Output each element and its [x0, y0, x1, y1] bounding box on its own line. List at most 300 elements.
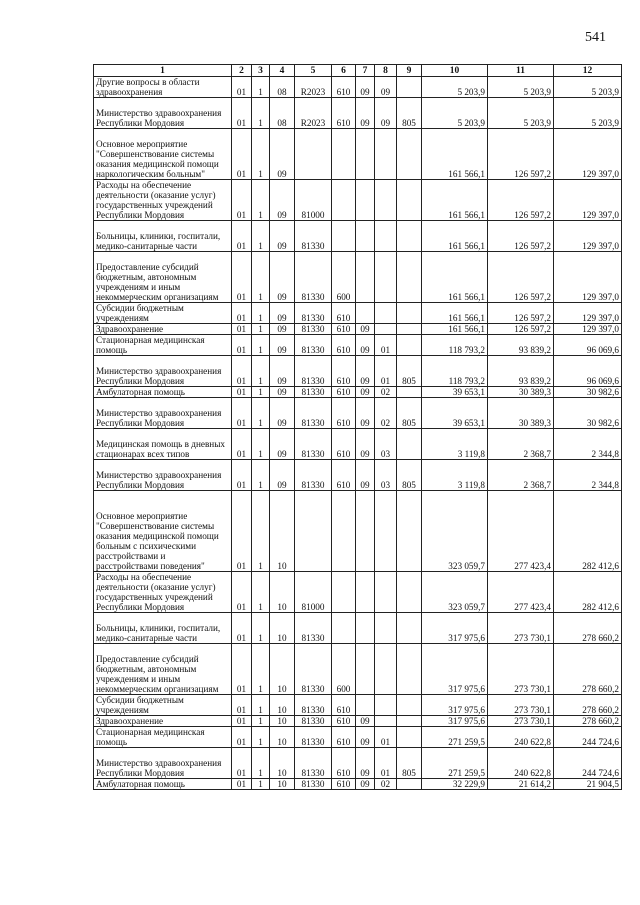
code-cell: 01 [232, 77, 252, 98]
code-cell: 610 [332, 398, 356, 429]
row-description: Стационарная медицинская помощь [94, 335, 232, 356]
column-header: 11 [488, 65, 554, 77]
table-row [94, 460, 622, 491]
budget-table [93, 64, 622, 790]
code-cell: 610 [332, 387, 356, 398]
table-row [94, 398, 622, 429]
code-cell: 1 [252, 180, 270, 221]
amount-cell: 2 368,7 [488, 460, 554, 491]
code-cell: 1 [252, 695, 270, 716]
code-cell: 09 [356, 77, 375, 98]
code-cell: 01 [375, 748, 397, 779]
code-cell: 09 [356, 429, 375, 460]
code-cell: 01 [232, 491, 252, 572]
code-cell: 1 [252, 356, 270, 387]
code-cell: 01 [232, 98, 252, 129]
code-cell: 09 [375, 77, 397, 98]
amount-cell: 39 653,1 [422, 387, 488, 398]
code-cell: 610 [332, 748, 356, 779]
column-header: 6 [332, 65, 356, 77]
table-row [94, 129, 622, 180]
code-cell: 81330 [295, 356, 332, 387]
column-header: 9 [397, 65, 422, 77]
amount-cell: 21 904,5 [554, 779, 622, 790]
code-cell: 81330 [295, 460, 332, 491]
code-cell [375, 572, 397, 613]
amount-cell: 161 566,1 [422, 252, 488, 303]
code-cell: 81000 [295, 572, 332, 613]
code-cell [397, 335, 422, 356]
amount-cell: 30 982,6 [554, 398, 622, 429]
code-cell: 1 [252, 398, 270, 429]
code-cell: 1 [252, 77, 270, 98]
amount-cell: 278 660,2 [554, 644, 622, 695]
code-cell: 10 [270, 572, 295, 613]
amount-cell: 5 203,9 [554, 98, 622, 129]
code-cell: 01 [232, 572, 252, 613]
amount-cell: 273 730,1 [488, 695, 554, 716]
amount-cell: 5 203,9 [554, 77, 622, 98]
code-cell [375, 221, 397, 252]
code-cell [397, 644, 422, 695]
column-header: 4 [270, 65, 295, 77]
amount-cell: 273 730,1 [488, 613, 554, 644]
row-description: Министерство здравоохранения Республики Мордовия [94, 398, 232, 429]
amount-cell: 2 344,8 [554, 429, 622, 460]
code-cell: 01 [232, 716, 252, 727]
code-cell: 09 [375, 98, 397, 129]
code-cell [397, 491, 422, 572]
code-cell: 09 [356, 98, 375, 129]
code-cell [332, 613, 356, 644]
code-cell [356, 221, 375, 252]
amount-cell: 126 597,2 [488, 303, 554, 324]
code-cell: 1 [252, 779, 270, 790]
amount-cell: 161 566,1 [422, 324, 488, 335]
code-cell: 09 [356, 335, 375, 356]
code-cell: 805 [397, 98, 422, 129]
table-row [94, 779, 622, 790]
code-cell [375, 129, 397, 180]
code-cell [356, 572, 375, 613]
code-cell [375, 491, 397, 572]
code-cell: 09 [270, 252, 295, 303]
code-cell: 03 [375, 429, 397, 460]
column-header: 10 [422, 65, 488, 77]
page-number: 541 [585, 30, 606, 45]
amount-cell: 240 622,8 [488, 748, 554, 779]
code-cell [356, 252, 375, 303]
code-cell: 01 [232, 613, 252, 644]
code-cell: 81330 [295, 644, 332, 695]
code-cell [375, 613, 397, 644]
amount-cell: 5 203,9 [488, 98, 554, 129]
code-cell: 1 [252, 644, 270, 695]
code-cell: 610 [332, 695, 356, 716]
code-cell: R2023 [295, 98, 332, 129]
code-cell: 1 [252, 572, 270, 613]
code-cell: 610 [332, 716, 356, 727]
column-header: 5 [295, 65, 332, 77]
code-cell: 01 [232, 303, 252, 324]
code-cell: 01 [232, 221, 252, 252]
code-cell: 08 [270, 77, 295, 98]
amount-cell: 129 397,0 [554, 252, 622, 303]
code-cell [397, 324, 422, 335]
amount-cell: 126 597,2 [488, 252, 554, 303]
row-description: Больницы, клиники, госпитали, медико-санитарные части [94, 613, 232, 644]
code-cell: 81330 [295, 221, 332, 252]
code-cell: 1 [252, 129, 270, 180]
amount-cell: 129 397,0 [554, 324, 622, 335]
code-cell: 610 [332, 77, 356, 98]
code-cell: 09 [356, 356, 375, 387]
amount-cell: 5 203,9 [422, 77, 488, 98]
code-cell: 01 [232, 398, 252, 429]
amount-cell: 282 412,6 [554, 491, 622, 572]
code-cell: 10 [270, 695, 295, 716]
code-cell: 09 [270, 387, 295, 398]
row-description: Предоставление субсидий бюджетным, автономным учреждениям и иным некоммерческим организациям [94, 644, 232, 695]
amount-cell: 2 368,7 [488, 429, 554, 460]
code-cell [397, 129, 422, 180]
amount-cell: 21 614,2 [488, 779, 554, 790]
code-cell: 09 [356, 727, 375, 748]
code-cell [375, 695, 397, 716]
code-cell: 610 [332, 727, 356, 748]
code-cell [356, 180, 375, 221]
row-description: Основное мероприятие "Совершенствование системы оказания медицинской помощи больным с психическими расстройствами и расстройствами поведения" [94, 491, 232, 572]
code-cell: 81330 [295, 779, 332, 790]
code-cell [332, 572, 356, 613]
code-cell: 01 [375, 335, 397, 356]
code-cell: 09 [270, 180, 295, 221]
code-cell: 09 [270, 460, 295, 491]
table-row [94, 98, 622, 129]
code-cell: 81330 [295, 613, 332, 644]
table-row [94, 716, 622, 727]
code-cell: 01 [232, 779, 252, 790]
code-cell: 10 [270, 613, 295, 644]
code-cell: 01 [232, 252, 252, 303]
code-cell: 09 [356, 748, 375, 779]
amount-cell: 271 259,5 [422, 727, 488, 748]
code-cell: 01 [375, 727, 397, 748]
row-description: Расходы на обеспечение деятельности (оказание услуг) государственных учреждений Республики Мордовия [94, 180, 232, 221]
code-cell: 610 [332, 356, 356, 387]
code-cell: 10 [270, 644, 295, 695]
table-row [94, 77, 622, 98]
code-cell [397, 779, 422, 790]
amount-cell: 3 119,8 [422, 460, 488, 491]
row-description: Министерство здравоохранения Республики Мордовия [94, 356, 232, 387]
code-cell: 1 [252, 460, 270, 491]
table-row [94, 613, 622, 644]
code-cell: 01 [232, 324, 252, 335]
amount-cell: 129 397,0 [554, 221, 622, 252]
code-cell: 1 [252, 748, 270, 779]
code-cell: 81330 [295, 324, 332, 335]
amount-cell: 161 566,1 [422, 303, 488, 324]
code-cell: 1 [252, 335, 270, 356]
table-row [94, 387, 622, 398]
amount-cell: 96 069,6 [554, 356, 622, 387]
code-cell [397, 387, 422, 398]
amount-cell: 323 059,7 [422, 572, 488, 613]
code-cell [397, 180, 422, 221]
code-cell: 10 [270, 727, 295, 748]
code-cell: 08 [270, 98, 295, 129]
table-body [94, 77, 622, 790]
amount-cell: 2 344,8 [554, 460, 622, 491]
amount-cell: 129 397,0 [554, 180, 622, 221]
amount-cell: 118 793,2 [422, 356, 488, 387]
code-cell: 09 [270, 129, 295, 180]
code-cell [397, 716, 422, 727]
table-row [94, 695, 622, 716]
code-cell: 01 [232, 180, 252, 221]
amount-cell: 93 839,2 [488, 335, 554, 356]
amount-cell: 129 397,0 [554, 303, 622, 324]
code-cell [356, 644, 375, 695]
table-row [94, 303, 622, 324]
code-cell [397, 221, 422, 252]
amount-cell: 277 423,4 [488, 572, 554, 613]
column-header: 8 [375, 65, 397, 77]
code-cell: 09 [356, 779, 375, 790]
amount-cell: 30 389,3 [488, 387, 554, 398]
code-cell: 10 [270, 716, 295, 727]
row-description: Медицинская помощь в дневных стационарах всех типов [94, 429, 232, 460]
code-cell [397, 252, 422, 303]
code-cell: 09 [270, 303, 295, 324]
table-row [94, 324, 622, 335]
column-header: 2 [232, 65, 252, 77]
row-description: Субсидии бюджетным учреждениям [94, 695, 232, 716]
code-cell: 81330 [295, 695, 332, 716]
table-row [94, 356, 622, 387]
code-cell: 600 [332, 644, 356, 695]
amount-cell: 271 259,5 [422, 748, 488, 779]
code-cell: 10 [270, 748, 295, 779]
code-cell: 01 [232, 748, 252, 779]
amount-cell: 93 839,2 [488, 356, 554, 387]
code-cell: 09 [270, 429, 295, 460]
code-cell: 81330 [295, 252, 332, 303]
code-cell: 09 [270, 335, 295, 356]
code-cell [375, 324, 397, 335]
code-cell [375, 180, 397, 221]
code-cell: 09 [356, 716, 375, 727]
code-cell [375, 252, 397, 303]
code-cell [356, 303, 375, 324]
table-row [94, 491, 622, 572]
code-cell: 09 [356, 387, 375, 398]
amount-cell: 244 724,6 [554, 727, 622, 748]
amount-cell: 161 566,1 [422, 129, 488, 180]
amount-cell: 273 730,1 [488, 716, 554, 727]
code-cell: 610 [332, 779, 356, 790]
code-cell: 610 [332, 303, 356, 324]
row-description: Здравоохранение [94, 716, 232, 727]
table-row [94, 221, 622, 252]
code-cell [332, 221, 356, 252]
row-description: Расходы на обеспечение деятельности (оказание услуг) государственных учреждений Республики Мордовия [94, 572, 232, 613]
code-cell: 01 [232, 727, 252, 748]
code-cell: 81330 [295, 727, 332, 748]
amount-cell: 39 653,1 [422, 398, 488, 429]
amount-cell: 317 975,6 [422, 613, 488, 644]
code-cell: 01 [232, 695, 252, 716]
code-cell [356, 695, 375, 716]
code-cell: 1 [252, 324, 270, 335]
table-header-row [94, 65, 622, 77]
code-cell: 1 [252, 491, 270, 572]
amount-cell: 282 412,6 [554, 572, 622, 613]
code-cell: 09 [270, 398, 295, 429]
amount-cell: 323 059,7 [422, 491, 488, 572]
code-cell [332, 180, 356, 221]
code-cell [332, 129, 356, 180]
amount-cell: 30 389,3 [488, 398, 554, 429]
code-cell: 81330 [295, 716, 332, 727]
code-cell: 09 [270, 356, 295, 387]
amount-cell: 278 660,2 [554, 716, 622, 727]
code-cell: 81330 [295, 748, 332, 779]
row-description: Министерство здравоохранения Республики Мордовия [94, 98, 232, 129]
code-cell [356, 129, 375, 180]
amount-cell: 317 975,6 [422, 716, 488, 727]
code-cell [356, 613, 375, 644]
row-description: Амбулаторная помощь [94, 779, 232, 790]
code-cell: 805 [397, 356, 422, 387]
code-cell: 1 [252, 303, 270, 324]
code-cell: 610 [332, 98, 356, 129]
code-cell [332, 491, 356, 572]
code-cell: 01 [232, 335, 252, 356]
amount-cell: 240 622,8 [488, 727, 554, 748]
amount-cell: 126 597,2 [488, 221, 554, 252]
code-cell [397, 727, 422, 748]
code-cell [375, 716, 397, 727]
code-cell: 805 [397, 398, 422, 429]
table-row [94, 572, 622, 613]
amount-cell: 3 119,8 [422, 429, 488, 460]
code-cell: 1 [252, 613, 270, 644]
amount-cell: 32 229,9 [422, 779, 488, 790]
code-cell: 1 [252, 716, 270, 727]
code-cell: 81330 [295, 335, 332, 356]
code-cell: 10 [270, 491, 295, 572]
amount-cell: 273 730,1 [488, 644, 554, 695]
code-cell: 03 [375, 460, 397, 491]
code-cell: 01 [232, 644, 252, 695]
code-cell: 610 [332, 324, 356, 335]
amount-cell: 277 423,4 [488, 491, 554, 572]
amount-cell: 317 975,6 [422, 695, 488, 716]
code-cell: 1 [252, 98, 270, 129]
code-cell: 81330 [295, 398, 332, 429]
amount-cell: 244 724,6 [554, 748, 622, 779]
amount-cell: 126 597,2 [488, 129, 554, 180]
code-cell: 1 [252, 221, 270, 252]
code-cell [397, 572, 422, 613]
row-description: Другие вопросы в области здравоохранения [94, 77, 232, 98]
table-row [94, 748, 622, 779]
row-description: Предоставление субсидий бюджетным, автономным учреждениям и иным некоммерческим организациям [94, 252, 232, 303]
amount-cell: 126 597,2 [488, 180, 554, 221]
row-description: Стационарная медицинская помощь [94, 727, 232, 748]
amount-cell: 161 566,1 [422, 221, 488, 252]
amount-cell: 30 982,6 [554, 387, 622, 398]
code-cell [397, 303, 422, 324]
row-description: Здравоохранение [94, 324, 232, 335]
code-cell: 01 [375, 356, 397, 387]
column-header: 7 [356, 65, 375, 77]
code-cell: 81330 [295, 429, 332, 460]
code-cell: 09 [356, 324, 375, 335]
code-cell: 02 [375, 387, 397, 398]
amount-cell: 161 566,1 [422, 180, 488, 221]
amount-cell: 5 203,9 [488, 77, 554, 98]
code-cell: 805 [397, 748, 422, 779]
code-cell [295, 491, 332, 572]
code-cell: 1 [252, 429, 270, 460]
code-cell [397, 695, 422, 716]
row-description: Амбулаторная помощь [94, 387, 232, 398]
table-row [94, 252, 622, 303]
code-cell: 81330 [295, 303, 332, 324]
code-cell: R2023 [295, 77, 332, 98]
table-row [94, 727, 622, 748]
row-description: Министерство здравоохранения Республики Мордовия [94, 748, 232, 779]
code-cell: 02 [375, 779, 397, 790]
table-row [94, 644, 622, 695]
code-cell: 09 [356, 460, 375, 491]
code-cell [375, 644, 397, 695]
table-row [94, 335, 622, 356]
code-cell [375, 303, 397, 324]
code-cell: 09 [270, 221, 295, 252]
amount-cell: 317 975,6 [422, 644, 488, 695]
table-row [94, 429, 622, 460]
code-cell: 10 [270, 779, 295, 790]
row-description: Субсидии бюджетным учреждениям [94, 303, 232, 324]
code-cell: 1 [252, 252, 270, 303]
code-cell: 600 [332, 252, 356, 303]
code-cell: 805 [397, 460, 422, 491]
code-cell: 09 [356, 398, 375, 429]
amount-cell: 278 660,2 [554, 695, 622, 716]
amount-cell: 129 397,0 [554, 129, 622, 180]
row-description: Больницы, клиники, госпитали, медико-санитарные части [94, 221, 232, 252]
amount-cell: 126 597,2 [488, 324, 554, 335]
code-cell: 01 [232, 356, 252, 387]
table-row [94, 180, 622, 221]
amount-cell: 96 069,6 [554, 335, 622, 356]
code-cell: 01 [232, 129, 252, 180]
code-cell: 81000 [295, 180, 332, 221]
code-cell [397, 429, 422, 460]
code-cell: 1 [252, 387, 270, 398]
code-cell: 610 [332, 335, 356, 356]
amount-cell: 118 793,2 [422, 335, 488, 356]
code-cell: 610 [332, 460, 356, 491]
column-header: 1 [94, 65, 232, 77]
code-cell [397, 77, 422, 98]
code-cell: 1 [252, 727, 270, 748]
code-cell [356, 491, 375, 572]
